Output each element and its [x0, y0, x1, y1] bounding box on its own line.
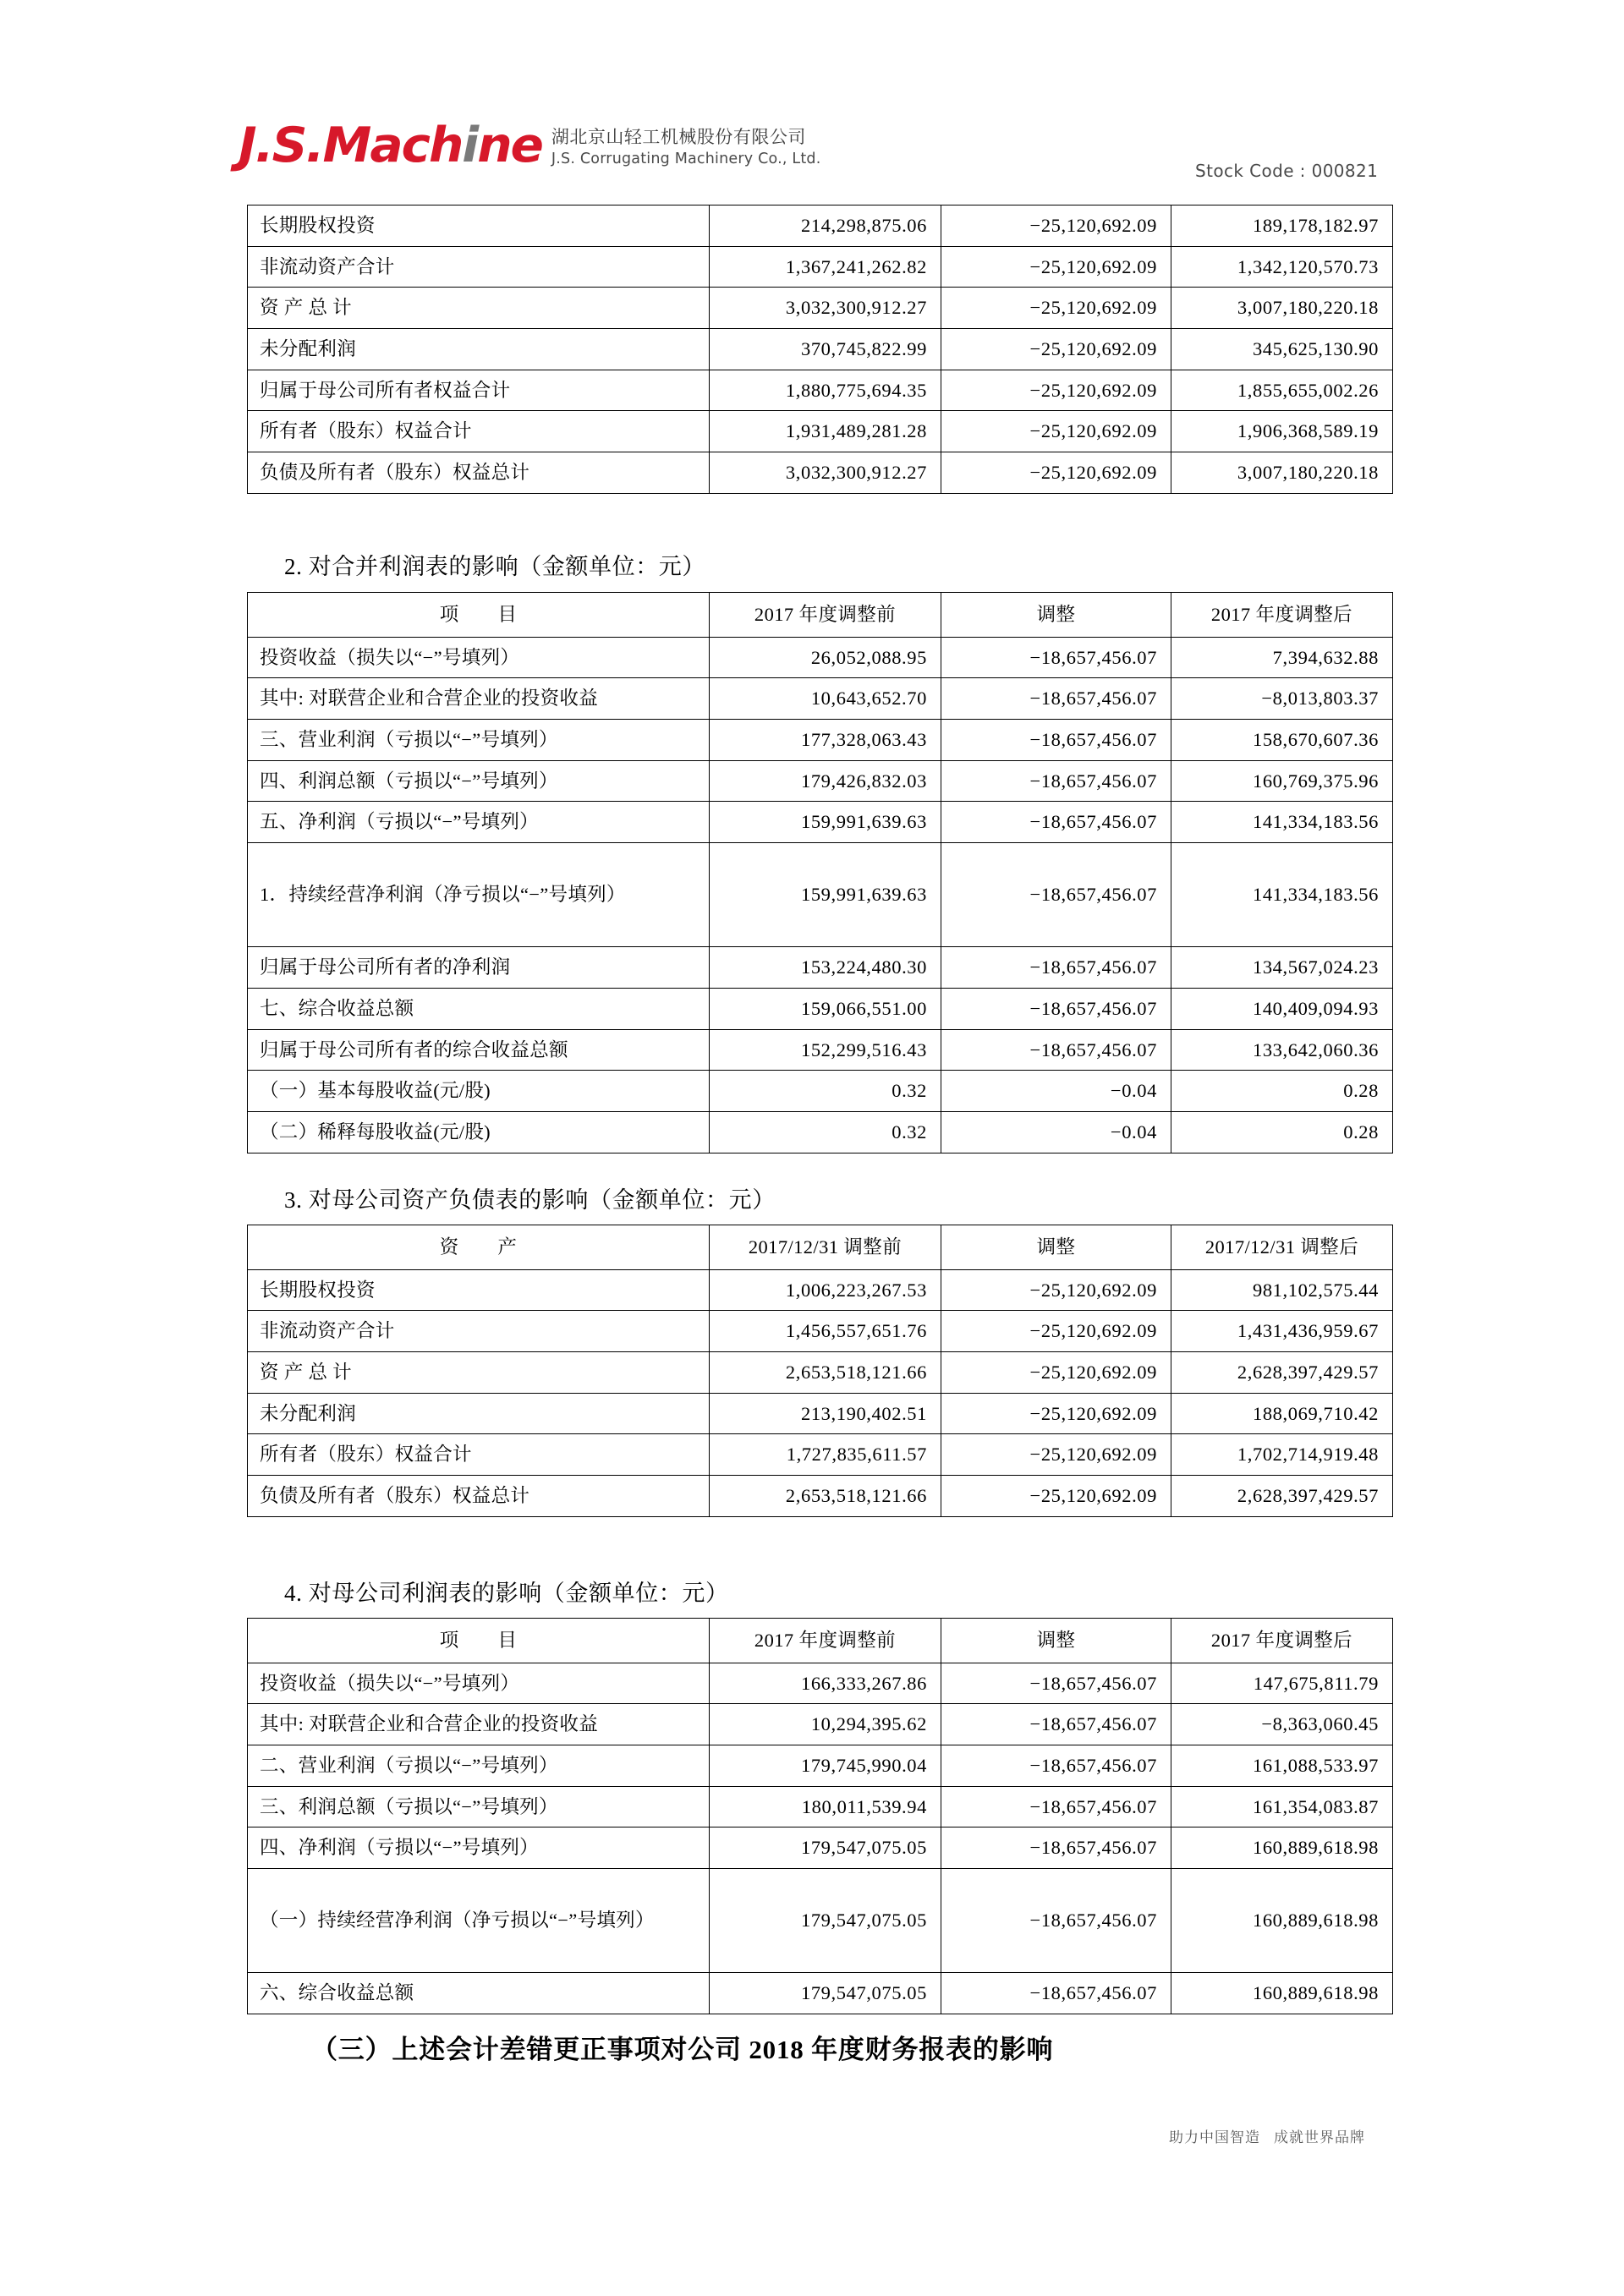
table-row	[248, 843, 1393, 947]
logo-accent-letter: i	[462, 118, 478, 173]
cell-before-adjustment: 177,328,063.43	[710, 720, 941, 761]
cell-after-adjustment: 161,354,083.87	[1171, 1786, 1393, 1827]
cell-after-adjustment: 3,007,180,220.18	[1171, 288, 1393, 329]
table-row	[248, 1869, 1393, 1973]
cell-after-adjustment: 158,670,607.36	[1171, 720, 1393, 761]
footer-slogan-right: 成就世界品牌	[1274, 2129, 1365, 2146]
cell-before-adjustment: 3,032,300,912.27	[710, 288, 941, 329]
table-head	[248, 593, 1393, 638]
cell-item: （一）持续经营净利润（净亏损以“−”号填列）	[248, 1869, 710, 1973]
cell-adjustment: −18,657,456.07	[941, 802, 1171, 843]
cell-after-adjustment: 1,431,436,959.67	[1171, 1311, 1393, 1352]
table-header-row	[248, 1225, 1393, 1270]
cell-after-adjustment: 160,889,618.98	[1171, 1973, 1393, 2014]
cell-after-adjustment: 345,625,130.90	[1171, 329, 1393, 370]
table-body	[248, 1663, 1393, 2014]
cell-adjustment: −18,657,456.07	[941, 1869, 1171, 1973]
cell-item: 三、利润总额（亏损以“−”号填列）	[248, 1786, 710, 1827]
cell-item: 二、营业利润（亏损以“−”号填列）	[248, 1745, 710, 1787]
cell-before-adjustment: 1,456,557,651.76	[710, 1311, 941, 1352]
cell-item: 长期股权投资	[248, 1269, 710, 1311]
cell-item: （一）基本每股收益(元/股)	[248, 1071, 710, 1112]
cell-adjustment: −25,120,692.09	[941, 1311, 1171, 1352]
company-name-en: J.S. Corrugating Machinery Co., Ltd.	[551, 151, 821, 167]
cell-before-adjustment: 179,547,075.05	[710, 1869, 941, 1973]
cell-item: 所有者（股东）权益合计	[248, 411, 710, 452]
cell-after-adjustment: −8,363,060.45	[1171, 1704, 1393, 1745]
cell-before-adjustment: 153,224,480.30	[710, 947, 941, 989]
table-row	[248, 947, 1393, 989]
cell-after-adjustment: 0.28	[1171, 1111, 1393, 1153]
cell-adjustment: −18,657,456.07	[941, 1973, 1171, 2014]
cell-adjustment: −0.04	[941, 1071, 1171, 1112]
cell-adjustment: −18,657,456.07	[941, 1827, 1171, 1869]
section-2-heading: 2. 对合并利润表的影响（金额单位：元）	[284, 554, 705, 579]
cell-adjustment: −18,657,456.07	[941, 760, 1171, 802]
column-header-before: 2017 年度调整前	[710, 1619, 941, 1663]
cell-after-adjustment: 7,394,632.88	[1171, 637, 1393, 678]
cell-adjustment: −18,657,456.07	[941, 843, 1171, 947]
cell-adjustment: −25,120,692.09	[941, 329, 1171, 370]
column-header-after: 2017/12/31 调整后	[1171, 1225, 1393, 1270]
cell-before-adjustment: 179,745,990.04	[710, 1745, 941, 1787]
cell-before-adjustment: 1,727,835,611.57	[710, 1434, 941, 1476]
cell-after-adjustment: 140,409,094.93	[1171, 988, 1393, 1029]
cell-adjustment: −25,120,692.09	[941, 370, 1171, 411]
table-header-row	[248, 1619, 1393, 1663]
cell-before-adjustment: 179,426,832.03	[710, 760, 941, 802]
table-row	[248, 1745, 1393, 1787]
cell-before-adjustment: 0.32	[710, 1111, 941, 1153]
cell-before-adjustment: 26,052,088.95	[710, 637, 941, 678]
cell-before-adjustment: 3,032,300,912.27	[710, 452, 941, 494]
table-row	[248, 411, 1393, 452]
cell-after-adjustment: 141,334,183.56	[1171, 802, 1393, 843]
cell-adjustment: −25,120,692.09	[941, 1352, 1171, 1394]
column-header-adjust: 调整	[941, 593, 1171, 638]
table-row	[248, 1973, 1393, 2014]
table-head	[248, 1225, 1393, 1270]
cell-adjustment: −25,120,692.09	[941, 1269, 1171, 1311]
cell-item: 三、营业利润（亏损以“−”号填列）	[248, 720, 710, 761]
cell-item: 资 产 总 计	[248, 1352, 710, 1394]
table-row	[248, 1786, 1393, 1827]
footer-slogan	[1169, 2125, 1365, 2146]
cell-adjustment: −0.04	[941, 1111, 1171, 1153]
cell-after-adjustment: 160,769,375.96	[1171, 760, 1393, 802]
cell-item: 四、利润总额（亏损以“−”号填列）	[248, 760, 710, 802]
cell-adjustment: −18,657,456.07	[941, 1786, 1171, 1827]
table-row	[248, 802, 1393, 843]
cell-before-adjustment: 1,880,775,694.35	[710, 370, 941, 411]
cell-adjustment: −25,120,692.09	[941, 1393, 1171, 1434]
cell-after-adjustment: 134,567,024.23	[1171, 947, 1393, 989]
cell-before-adjustment: 1,006,223,267.53	[710, 1269, 941, 1311]
company-name-block	[551, 126, 821, 171]
cell-item: 未分配利润	[248, 329, 710, 370]
table-row	[248, 1071, 1393, 1112]
cell-after-adjustment: 1,906,368,589.19	[1171, 411, 1393, 452]
table-row	[248, 760, 1393, 802]
page-header	[0, 0, 1624, 196]
cell-before-adjustment: 159,991,639.63	[710, 802, 941, 843]
table-row	[248, 1827, 1393, 1869]
table-body	[248, 637, 1393, 1153]
cell-after-adjustment: 160,889,618.98	[1171, 1827, 1393, 1869]
table-row	[248, 1029, 1393, 1071]
cell-item: 1．持续经营净利润（净亏损以“−”号填列）	[248, 843, 710, 947]
cell-adjustment: −18,657,456.07	[941, 1663, 1171, 1704]
cell-after-adjustment: 141,334,183.56	[1171, 843, 1393, 947]
table-row	[248, 988, 1393, 1029]
cell-item: 其中: 对联营企业和合营企业的投资收益	[248, 1704, 710, 1745]
cell-before-adjustment: 180,011,539.94	[710, 1786, 941, 1827]
cell-after-adjustment: 1,702,714,919.48	[1171, 1434, 1393, 1476]
cell-adjustment: −25,120,692.09	[941, 1434, 1171, 1476]
cell-item: 四、净利润（亏损以“−”号填列）	[248, 1827, 710, 1869]
column-header-before: 2017/12/31 调整前	[710, 1225, 941, 1270]
cell-before-adjustment: 159,991,639.63	[710, 843, 941, 947]
cell-after-adjustment: 188,069,710.42	[1171, 1393, 1393, 1434]
table-head	[248, 1619, 1393, 1663]
cell-after-adjustment: 189,178,182.97	[1171, 205, 1393, 247]
consolidated-income-statement-table	[247, 592, 1393, 1153]
section-final-heading: （三）上述会计差错更正事项对公司 2018 年度财务报表的影响	[311, 2035, 1054, 2064]
cell-item: 投资收益（损失以“−”号填列）	[248, 637, 710, 678]
column-header-after: 2017 年度调整后	[1171, 1619, 1393, 1663]
cell-before-adjustment: 0.32	[710, 1071, 941, 1112]
cell-before-adjustment: 10,294,395.62	[710, 1704, 941, 1745]
cell-adjustment: −18,657,456.07	[941, 947, 1171, 989]
cell-after-adjustment: 161,088,533.97	[1171, 1745, 1393, 1787]
table-row	[248, 1311, 1393, 1352]
cell-adjustment: −18,657,456.07	[941, 1029, 1171, 1071]
column-header-after: 2017 年度调整后	[1171, 593, 1393, 638]
table-row	[248, 205, 1393, 247]
cell-adjustment: −25,120,692.09	[941, 452, 1171, 494]
column-header-adjust: 调整	[941, 1225, 1171, 1270]
table-row	[248, 288, 1393, 329]
cell-before-adjustment: 179,547,075.05	[710, 1827, 941, 1869]
cell-after-adjustment: 147,675,811.79	[1171, 1663, 1393, 1704]
cell-before-adjustment: 213,190,402.51	[710, 1393, 941, 1434]
cell-adjustment: −18,657,456.07	[941, 988, 1171, 1029]
company-logo	[239, 120, 820, 171]
cell-item: 七、综合收益总额	[248, 988, 710, 1029]
cell-item: 归属于母公司所有者的净利润	[248, 947, 710, 989]
cell-item: 非流动资产合计	[248, 1311, 710, 1352]
cell-item: 五、净利润（亏损以“−”号填列）	[248, 802, 710, 843]
cell-adjustment: −18,657,456.07	[941, 1704, 1171, 1745]
table-row	[248, 1111, 1393, 1153]
table-row	[248, 1434, 1393, 1476]
cell-before-adjustment: 1,931,489,281.28	[710, 411, 941, 452]
table-body	[248, 1269, 1393, 1516]
cell-before-adjustment: 1,367,241,262.82	[710, 246, 941, 288]
cell-before-adjustment: 214,298,875.06	[710, 205, 941, 247]
cell-item: （二）稀释每股收益(元/股)	[248, 1111, 710, 1153]
column-header-before: 2017 年度调整前	[710, 593, 941, 638]
cell-adjustment: −25,120,692.09	[941, 288, 1171, 329]
cell-item: 归属于母公司所有者权益合计	[248, 370, 710, 411]
cell-before-adjustment: 166,333,267.86	[710, 1663, 941, 1704]
table-row	[248, 637, 1393, 678]
footer-slogan-left: 助力中国智造	[1169, 2129, 1260, 2146]
cell-adjustment: −25,120,692.09	[941, 246, 1171, 288]
cell-item: 其中: 对联营企业和合营企业的投资收益	[248, 678, 710, 720]
stock-code-label: Stock Code : 000821	[1195, 161, 1379, 181]
section-4-heading: 4. 对母公司利润表的影响（金额单位：元）	[284, 1581, 729, 1606]
table-row	[248, 329, 1393, 370]
cell-before-adjustment: 10,643,652.70	[710, 678, 941, 720]
cell-item: 六、综合收益总额	[248, 1973, 710, 2014]
logo-wordmark-tail: ne	[477, 118, 542, 173]
table-row	[248, 1269, 1393, 1311]
company-name-cn: 湖北京山轻工机械股份有限公司	[551, 127, 806, 147]
section-3-heading: 3. 对母公司资产负债表的影响（金额单位：元）	[284, 1187, 776, 1213]
table-row	[248, 1393, 1393, 1434]
cell-adjustment: −18,657,456.07	[941, 720, 1171, 761]
cell-after-adjustment: 1,855,655,002.26	[1171, 370, 1393, 411]
table-row	[248, 1663, 1393, 1704]
column-header-item: 项 目	[248, 1619, 710, 1663]
cell-after-adjustment: 2,628,397,429.57	[1171, 1476, 1393, 1517]
table-body	[248, 205, 1393, 494]
cell-adjustment: −18,657,456.07	[941, 1745, 1171, 1787]
cell-item: 负债及所有者（股东）权益总计	[248, 1476, 710, 1517]
column-header-adjust: 调整	[941, 1619, 1171, 1663]
table-row	[248, 452, 1393, 494]
column-header-item: 项 目	[248, 593, 710, 638]
cell-after-adjustment: 133,642,060.36	[1171, 1029, 1393, 1071]
table-row	[248, 1704, 1393, 1745]
cell-after-adjustment: 981,102,575.44	[1171, 1269, 1393, 1311]
cell-item: 所有者（股东）权益合计	[248, 1434, 710, 1476]
table-row	[248, 1352, 1393, 1394]
cell-before-adjustment: 2,653,518,121.66	[710, 1476, 941, 1517]
parent-balance-sheet-table	[247, 1225, 1393, 1517]
cell-adjustment: −18,657,456.07	[941, 637, 1171, 678]
cell-item: 非流动资产合计	[248, 246, 710, 288]
cell-before-adjustment: 179,547,075.05	[710, 1973, 941, 2014]
table-row	[248, 246, 1393, 288]
table-row	[248, 720, 1393, 761]
table-header-row	[248, 593, 1393, 638]
cell-after-adjustment: 160,889,618.98	[1171, 1869, 1393, 1973]
consolidated-balance-sheet-table	[247, 205, 1393, 494]
cell-before-adjustment: 152,299,516.43	[710, 1029, 941, 1071]
cell-item: 投资收益（损失以“−”号填列）	[248, 1663, 710, 1704]
logo-wordmark	[239, 120, 542, 171]
cell-after-adjustment: 2,628,397,429.57	[1171, 1352, 1393, 1394]
cell-adjustment: −25,120,692.09	[941, 1476, 1171, 1517]
cell-adjustment: −18,657,456.07	[941, 678, 1171, 720]
cell-after-adjustment: 1,342,120,570.73	[1171, 246, 1393, 288]
cell-after-adjustment: 3,007,180,220.18	[1171, 452, 1393, 494]
parent-income-statement-table	[247, 1618, 1393, 2014]
cell-item: 长期股权投资	[248, 205, 710, 247]
cell-before-adjustment: 159,066,551.00	[710, 988, 941, 1029]
cell-before-adjustment: 370,745,822.99	[710, 329, 941, 370]
cell-item: 负债及所有者（股东）权益总计	[248, 452, 710, 494]
table-row	[248, 370, 1393, 411]
logo-wordmark-text: J.S.Mach	[239, 118, 463, 173]
column-header-item: 资 产	[248, 1225, 710, 1270]
cell-after-adjustment: −8,013,803.37	[1171, 678, 1393, 720]
table-row	[248, 678, 1393, 720]
table-row	[248, 1476, 1393, 1517]
cell-item: 资 产 总 计	[248, 288, 710, 329]
cell-adjustment: −25,120,692.09	[941, 205, 1171, 247]
cell-item: 未分配利润	[248, 1393, 710, 1434]
cell-item: 归属于母公司所有者的综合收益总额	[248, 1029, 710, 1071]
cell-after-adjustment: 0.28	[1171, 1071, 1393, 1112]
cell-adjustment: −25,120,692.09	[941, 411, 1171, 452]
cell-before-adjustment: 2,653,518,121.66	[710, 1352, 941, 1394]
